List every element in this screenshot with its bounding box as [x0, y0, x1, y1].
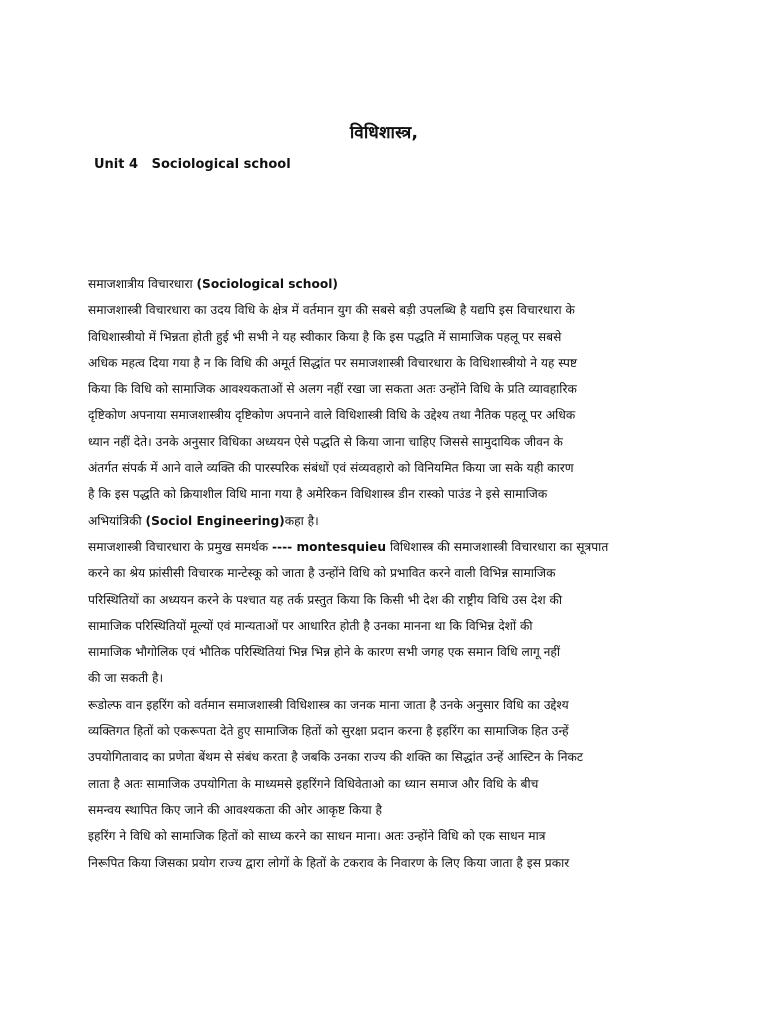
engineering-term: (Sociol Engineering)	[145, 513, 285, 528]
paragraph-line: की जा सकती है।	[88, 671, 164, 686]
section-heading-text: समाजशात्रीय विचारधारा	[88, 277, 197, 291]
paragraph-line: लाता है अतः सामाजिक उपयोगिता के माध्यमसे इहरिंगने विधिवेताओ का ध्यान समाज और विधि के बीच	[88, 776, 539, 791]
document-title: विधिशास्त्र,	[349, 123, 419, 143]
paragraph-line: है कि इस पद्धति को क्रियाशील विधि माना गया है अमेरिकन विधिशास्त्र डीन रास्को पाउंड ने इसे सामाजिक	[88, 487, 548, 502]
paragraph-line: विधिशास्त्रीयो में भिन्नता होती हुई भी सभी ने यह स्वीकार किया है कि इस पद्धति में सामाजिक पहलू पर सबसे	[88, 329, 562, 344]
paragraph-line: परिस्थितियों का अध्ययन करने के पश्चात यह तर्क प्रस्तुत किया कि किसी भी देश की राष्ट्रीय विधि उस देश की	[88, 592, 563, 607]
paragraph-line: उपयोगितावाद का प्रणेता बेंथम से संबंध करता है जबकि उनका राज्य की शक्ति का सिद्धांत उन्हें आस्टिन के निकट	[88, 750, 584, 765]
paragraph-line: अधिक महत्व दिया गया है न कि विधि की अमूर्त सिद्धांत पर समाजशास्त्री विचारधारा के विधिशास्त्रीयो ने यह स्पष्ट	[88, 355, 578, 370]
montesquieu-prefix: समाजशास्त्री विचारधारा के प्रमुख समर्थक	[88, 539, 272, 554]
montesquieu-line	[88, 534, 688, 560]
paragraph-line: दृष्टिकोण अपनाया समाजशास्त्रीय दृष्टिकोण अपनाने वाले विधिशास्त्री विधि के उद्देश्य तथा नैतिक पहलू पर अधिक	[88, 408, 576, 423]
section-heading-english: (Sociological school)	[196, 277, 338, 291]
engineering-line	[88, 508, 688, 534]
montesquieu-name: ---- montesquieu	[272, 539, 387, 554]
unit-heading: Unit 4 Sociological school	[94, 157, 291, 172]
montesquieu-suffix: विधिशास्त्र की समाजशास्त्री विचारधारा का सूत्रपात	[386, 539, 609, 554]
paragraph-line: अंतर्गत संपर्क में आने वाले व्यक्ति की पारस्परिक संबंधों एवं संव्यवहारो को विनियमित किया जा सके यही कारण	[88, 461, 574, 476]
engineering-suffix: कहा है।	[284, 513, 319, 528]
paragraph-line: करने का श्रेय फ्रांसीसी विचारक मान्टेस्कू को जाता है उन्होंने विधि को प्रभावित करने वाली विभिन्न सामाजिक	[88, 566, 556, 581]
section-heading	[88, 271, 688, 297]
paragraph-line: निरूपित किया जिसका प्रयोग राज्य द्वारा लोगों के हितों के टकराव के निवारण के लिए किया जाता है इस प्रकार	[88, 855, 570, 870]
document-body	[88, 271, 688, 876]
paragraph-line: इहरिंग ने विधि को सामाजिक हितों को साध्य करने का साधन माना। अतः उन्होंने विधि को एक साधन मात्र	[88, 829, 546, 844]
paragraph-line: व्यक्तिगत हितों को एकरूपता देते हुए सामाजिक हितों को सुरक्षा प्रदान करना है इहरिंग का सामाजिक हित उन्हें	[88, 724, 569, 739]
paragraph-line: समाजशास्त्री विचारधारा का उदय विधि के क्षेत्र में वर्तमान युग की सबसे बड़ी उपलब्धि है यद्यपि इस विचारधारा के	[88, 303, 575, 318]
paragraph-line: समन्वय स्थापित किए जाने की आवश्यकता की ओर आकृष्ट किया है	[88, 802, 383, 817]
paragraph-line: किया कि विधि को सामाजिक आवश्यकताओं से अलग नहीं रखा जा सकता अतः उन्होंने विधि के प्रति व्यावहारिक	[88, 382, 577, 397]
paragraph-line: सामाजिक परिस्थितियों मूल्यों एवं मान्यताओं पर आधारित होती है उनका मानना था कि विभिन्न देशों की	[88, 618, 533, 633]
engineering-prefix: अभियांत्रिकी	[88, 513, 146, 528]
paragraph-line: रूडोल्फ वान इहरिंग को वर्तमान समाजशास्त्री विधिशास्त्र का जनक माना जाता है उनके अनुसार विधि का उद्देश्य	[88, 697, 569, 712]
paragraph-line: सामाजिक भौगोलिक एवं भौतिक परिस्थितियां भिन्न भिन्न होने के कारण सभी जगह एक समान विधि लागू नहीं	[88, 645, 560, 660]
paragraph-line: ध्यान नहीं देते। उनके अनुसार विधिका अध्ययन ऐसे पद्धति से किया जाना चाहिए जिससे सामुदायिक जीवन के	[88, 434, 563, 449]
